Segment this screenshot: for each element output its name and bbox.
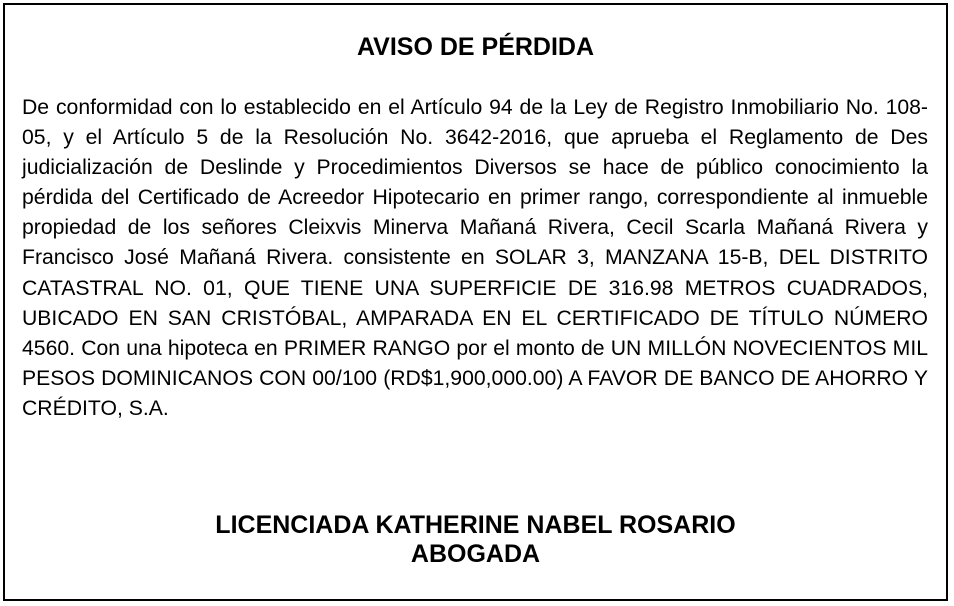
signatory-name: LICENCIADA KATHERINE NABEL ROSARIO (215, 511, 736, 539)
legal-notice (3, 3, 948, 601)
signature-block (5, 511, 946, 569)
notice-body: De conformidad con lo establecido en el Artículo 94 de la Ley de Registro Inmobiliario No. 108-05, y el Artículo 5 de la Resolución No. 3642-2016, que aprueba el Reglamento de Des judicialización de Deslinde y Procedimientos Diversos se hace de público conocimiento la pérdida del Certificado de Acreedor Hipotecario en primer rango, correspondiente al inmueble propiedad de los señores Cleixvis Minerva Mañaná Rivera, Cecil Scarla Mañaná Rivera y Francisco José Mañaná Rivera. consistente en SOLAR 3, MANZANA 15-B, DEL DISTRITO CATASTRAL NO. 01, QUE TIENE UNA SUPERFICIE DE 316.98 METROS CUADRADOS, UBICADO EN SAN CRISTÓBAL, AMPARADA EN EL CERTIFICADO DE TÍTULO NÚMERO 4560. Con una hipoteca en PRIMER RANGO por el monto de UN MILLÓN NOVECIENTOS MIL PESOS DOMINICANOS CON 00/100 (RD$1,900,000.00) A FAVOR DE BANCO DE AHORRO Y CRÉDITO, S.A. (22, 96, 928, 420)
signatory-title: ABOGADA (410, 540, 541, 568)
notice-title: AVISO DE PÉRDIDA (356, 33, 595, 61)
